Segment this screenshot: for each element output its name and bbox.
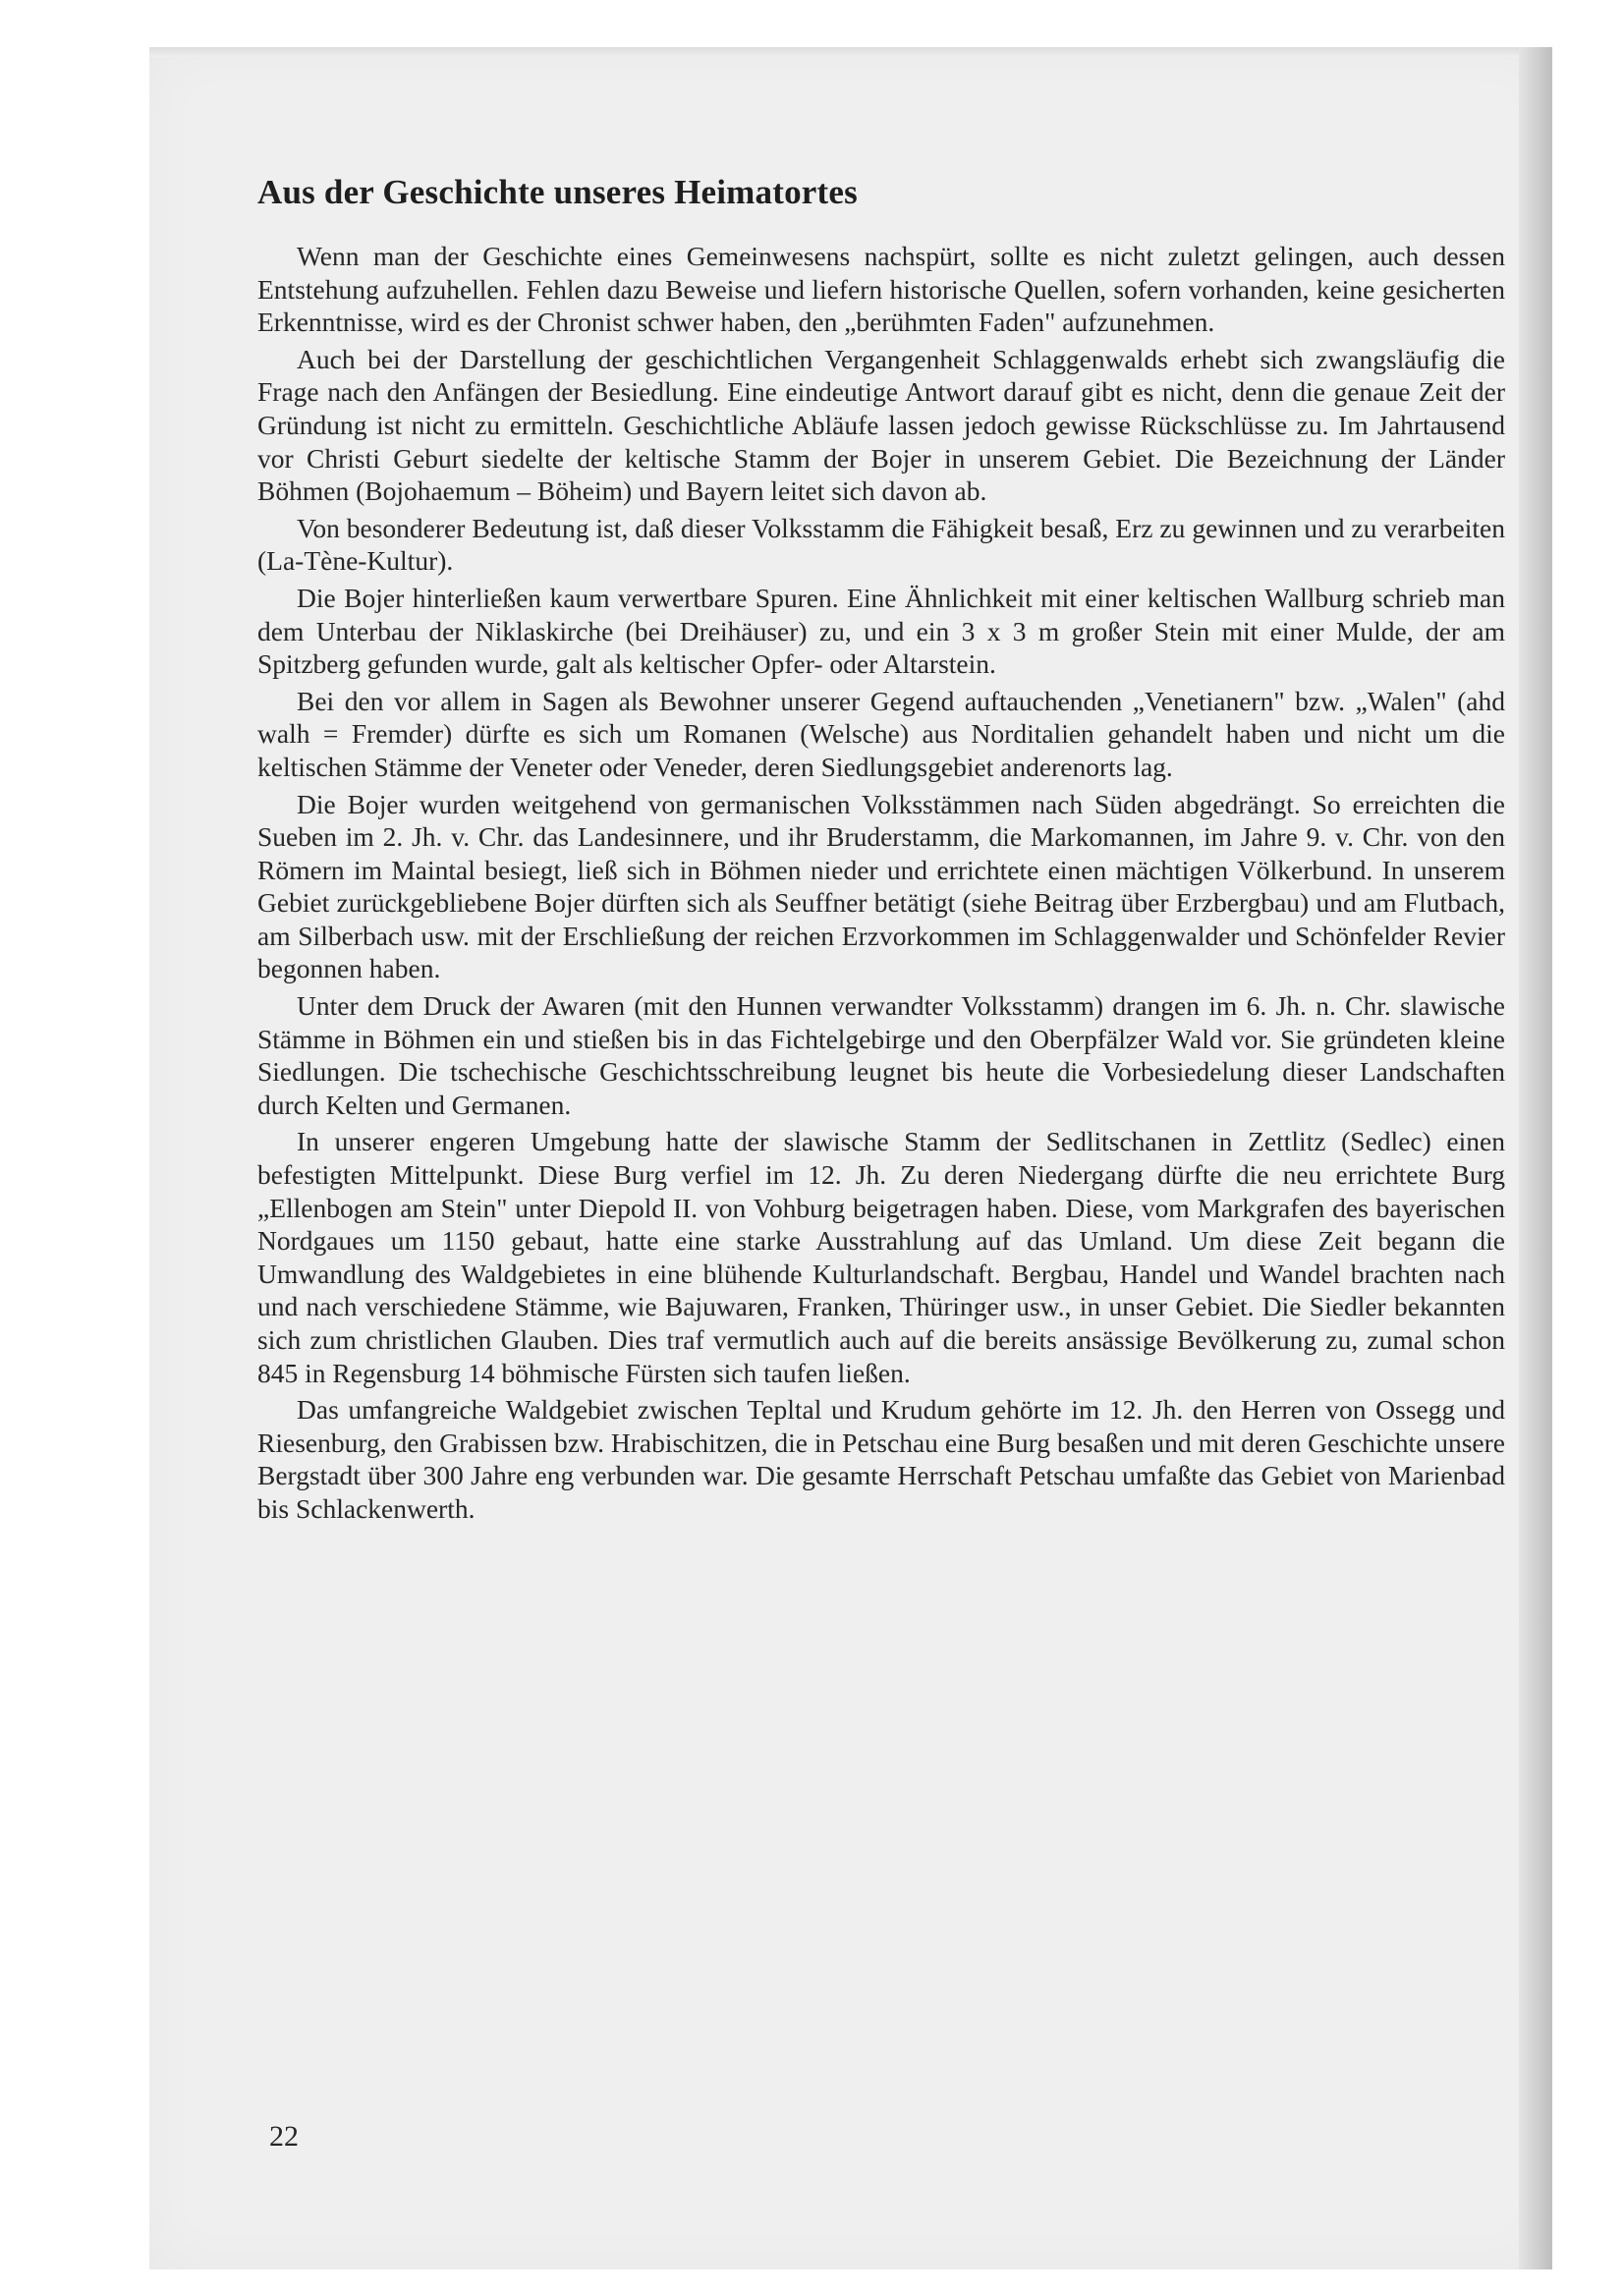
- page-content: [257, 173, 1505, 1530]
- paragraph: Auch bei der Darstellung der geschichtlichen Vergangenheit Schlaggenwalds erhebt sich zwangsläufig die Frage nach den Anfängen der Besiedlung. Eine eindeutige Antwort darauf gibt es nicht, denn die genaue Zeit der Gründung ist nicht zu ermitteln. Geschichtliche Abläufe lassen jedoch gewisse Rückschlüsse zu. Im Jahrtausend vor Christi Geburt siedelte der keltische Stamm der Bojer in unserem Gebiet. Die Bezeichnung der Länder Böhmen (Bojohaemum – Böheim) und Bayern leitet sich davon ab.: [257, 343, 1505, 507]
- paragraph: Die Bojer hinterließen kaum verwertbare Spuren. Eine Ähnlichkeit mit einer keltischen Wallburg schrieb man dem Unterbau der Niklaskirche (bei Dreihäuser) zu, und ein 3 x 3 m großer Stein mit einer Mulde, der am Spitzberg gefunden wurde, galt als keltischer Opfer- oder Altarstein.: [257, 582, 1505, 680]
- page-title: Aus der Geschichte unseres Heimatortes: [257, 173, 858, 211]
- page-number: 22: [269, 2120, 299, 2153]
- paragraph: In unserer engeren Umgebung hatte der slawische Stamm der Sedlitschanen in Zettlitz (Sedlec) einen befestigten Mittelpunkt. Diese Burg verfiel im 12. Jh. Zu deren Niedergang dürfte die neu errichtete Burg „Ellenbogen am Stein" unter Diepold II. von Vohburg beigetragen haben. Diese, vom Markgrafen des bayerischen Nordgaues um 1150 gebaut, hatte eine starke Ausstrahlung auf das Umland. Um diese Zeit begann die Umwandlung des Waldgebietes in eine blühende Kulturlandschaft. Bergbau, Handel und Wandel brachten nach und nach verschiedene Stämme, wie Bajuwaren, Franken, Thüringer usw., in unser Gebiet. Die Siedler bekannten sich zum christlichen Glauben. Dies traf vermutlich auch auf die bereits ansässige Bevölkerung zu, zumal schon 845 in Regensburg 14 böhmische Fürsten sich taufen ließen.: [257, 1126, 1505, 1388]
- paragraph: Unter dem Druck der Awaren (mit den Hunnen verwandter Volksstamm) drangen im 6. Jh. n. Chr. slawische Stämme in Böhmen ein und stießen bis in das Fichtelgebirge und den Oberpfälzer Wald vor. Sie gründeten kleine Siedlungen. Die tschechische Geschichtsschreibung leugnet bis heute die Vorbesiedelung dieser Landschaften durch Kelten und Germanen.: [257, 990, 1505, 1120]
- page-edge-shadow: [1519, 47, 1552, 2269]
- paragraph: Von besonderer Bedeutung ist, daß dieser Volksstamm die Fähigkeit besaß, Erz zu gewinnen und zu verarbeiten (La-Tène-Kultur).: [257, 512, 1505, 577]
- paragraph: Das umfangreiche Waldgebiet zwischen Tepltal und Krudum gehörte im 12. Jh. den Herren von Ossegg und Riesenburg, den Grabissen bzw. Hrabischitzen, die in Petschau eine Burg besaßen und mit deren Geschichte unsere Bergstadt über 300 Jahre eng verbunden war. Die gesamte Herrschaft Petschau umfaßte das Gebiet von Marienbad bis Schlackenwerth.: [257, 1394, 1505, 1524]
- book-page: [149, 47, 1552, 2269]
- paragraph: Bei den vor allem in Sagen als Bewohner unserer Gegend auftauchenden „Venetianern" bzw. „Walen" (ahd walh = Fremder) dürfte es sich um Romanen (Welsche) aus Norditalien gehandelt haben und nicht um die keltischen Stämme der Veneter oder Veneder, deren Siedlungsgebiet anderenorts lag.: [257, 685, 1505, 782]
- paragraph: Die Bojer wurden weitgehend von germanischen Volksstämmen nach Süden abgedrängt. So erreichten die Sueben im 2. Jh. v. Chr. das Landesinnere, und ihr Bruderstamm, die Markomannen, im Jahre 9. v. Chr. von den Römern im Maintal besiegt, ließ sich in Böhmen nieder und errichtete einen mächtigen Völkerbund. In unserem Gebiet zurückgebliebene Bojer dürften sich als Seuffner betätigt (siehe Beitrag über Erzbergbau) und am Flutbach, am Silberbach usw. mit der Erschließung der reichen Erzvorkommen im Schlaggenwalder und Schönfelder Revier begonnen haben.: [257, 788, 1505, 984]
- paragraph: Wenn man der Geschichte eines Gemeinwesens nachspürt, sollte es nicht zuletzt gelingen, auch dessen Entstehung aufzuhellen. Fehlen dazu Beweise und liefern historische Quellen, sofern vorhanden, keine gesicherten Erkenntnisse, wird es der Chronist schwer haben, den „berühmten Faden" aufzunehmen.: [257, 241, 1505, 338]
- page-top-shadow: [149, 47, 1552, 57]
